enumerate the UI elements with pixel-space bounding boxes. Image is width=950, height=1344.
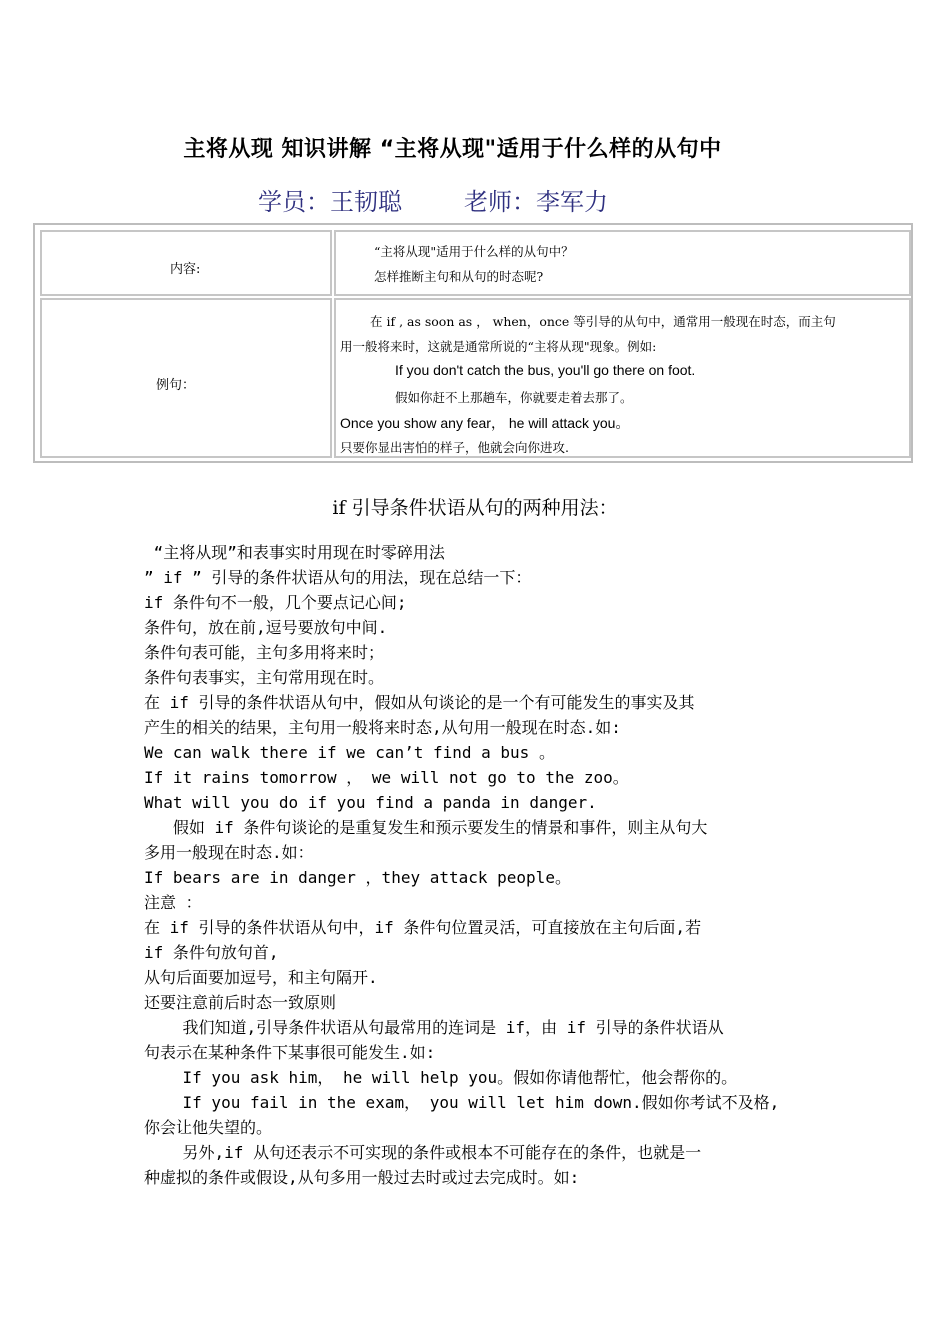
body-line: if 条件句放句首, [144,943,279,962]
student-name: 学员：王韧聪 [258,188,402,216]
example-translation-1: 假如你赶不上那趟车，你就要走着去那了。 [395,390,633,405]
body-line: 条件句表可能，主句多用将来时； [144,643,385,662]
body-line: 还要注意前后时态一致原则 [144,993,337,1012]
body-line: 产生的相关的结果，主句用一般将来时态,从句用一般现在时态.如: [144,718,621,737]
body-line: 在 if 引导的条件状语从句中，if 条件句位置灵活，可直接放在主句后面,若 [144,918,702,937]
content-text-cell [334,230,911,296]
body-line: 在 if 引导的条件状语从句中，假如从句谈论的是一个有可能发生的事实及其 [144,693,695,712]
body-line: 种虚拟的条件或假设,从句多用一般过去时或过去完成时。如: [144,1168,580,1187]
example-label-cell [40,298,332,458]
body-line: 条件句，放在前,逗号要放句中间. [144,618,388,637]
section-subtitle: if 引导条件状语从句的两种用法： [332,497,618,519]
body-line: 句表示在某种条件下某事很可能发生.如: [144,1043,436,1062]
body-line: if 条件句不一般，几个要点记心间; [144,593,407,612]
body-line: “主将从现”和表事实时用现在时零碎用法 [144,543,445,562]
body-line: If you ask him， he will help you。假如你请他帮忙，他会帮你的。 [144,1068,738,1087]
body-line: 你会让他失望的。 [144,1118,273,1137]
body-line: 条件句表事实，主句常用现在时。 [144,668,385,687]
body-line: 假如 if 条件句谈论的是重复发生和预示要发生的情景和事件，则主从句大 [144,818,708,837]
example-intro-line-1: 在 if , as soon as ， when，once 等引导的从句中，通常用一般现在时态，而主句 [370,314,836,329]
example-intro-line-2: 用一般将来时，这就是通常所说的“主将从现"现象。例如: [340,339,657,354]
body-line: ” if ” 引导的条件状语从句的用法，现在总结一下： [144,568,532,587]
example-text-cell [334,298,911,458]
body-line: 另外,if 从句还表示不可实现的条件或根本不可能存在的条件，也就是一 [144,1143,702,1162]
example-sentence-1: If you don't catch the bus, you'll go there on foot. [395,362,696,378]
teacher-name: 老师：李军力 [464,188,608,216]
example-label: 例句： [156,378,196,393]
participants-line [258,182,608,217]
body-line: We can walk there if we can’t find a bus 。 [144,743,555,762]
body-line: If it rains tomorrow ， we will not go to the zoo。 [144,768,629,787]
body-line: If bears are in danger ，they attack people。 [144,868,571,887]
example-sentence-2: Once you show any fear， he will attack you。 [340,415,630,431]
content-label: 内容: [170,262,201,277]
body-line: 从句后面要加逗号，和主句隔开. [144,968,378,987]
content-label-cell [40,230,332,296]
body-line: 我们知道,引导条件状语从句最常用的连词是 if，由 if 引导的条件状语从 [144,1018,724,1037]
document-title: 主将从现 知识讲解 “主将从现"适用于什么样的从句中 [183,137,722,162]
example-translation-2: 只要你显出害怕的样子，他就会向你进攻. [340,440,569,455]
body-line: 注意 ： [144,893,202,912]
body-line: If you fail in the exam， you will let him down.假如你考试不及格, [144,1093,780,1112]
lesson-info-table [33,223,913,463]
content-question-2: 怎样推断主句和从句的时态呢? [374,269,544,284]
body-line: What will you do if you find a panda in danger. [144,793,597,812]
content-question-1: “主将从现"适用于什么样的从句中？ [374,244,574,259]
body-line: 多用一般现在时态.如： [144,843,314,862]
